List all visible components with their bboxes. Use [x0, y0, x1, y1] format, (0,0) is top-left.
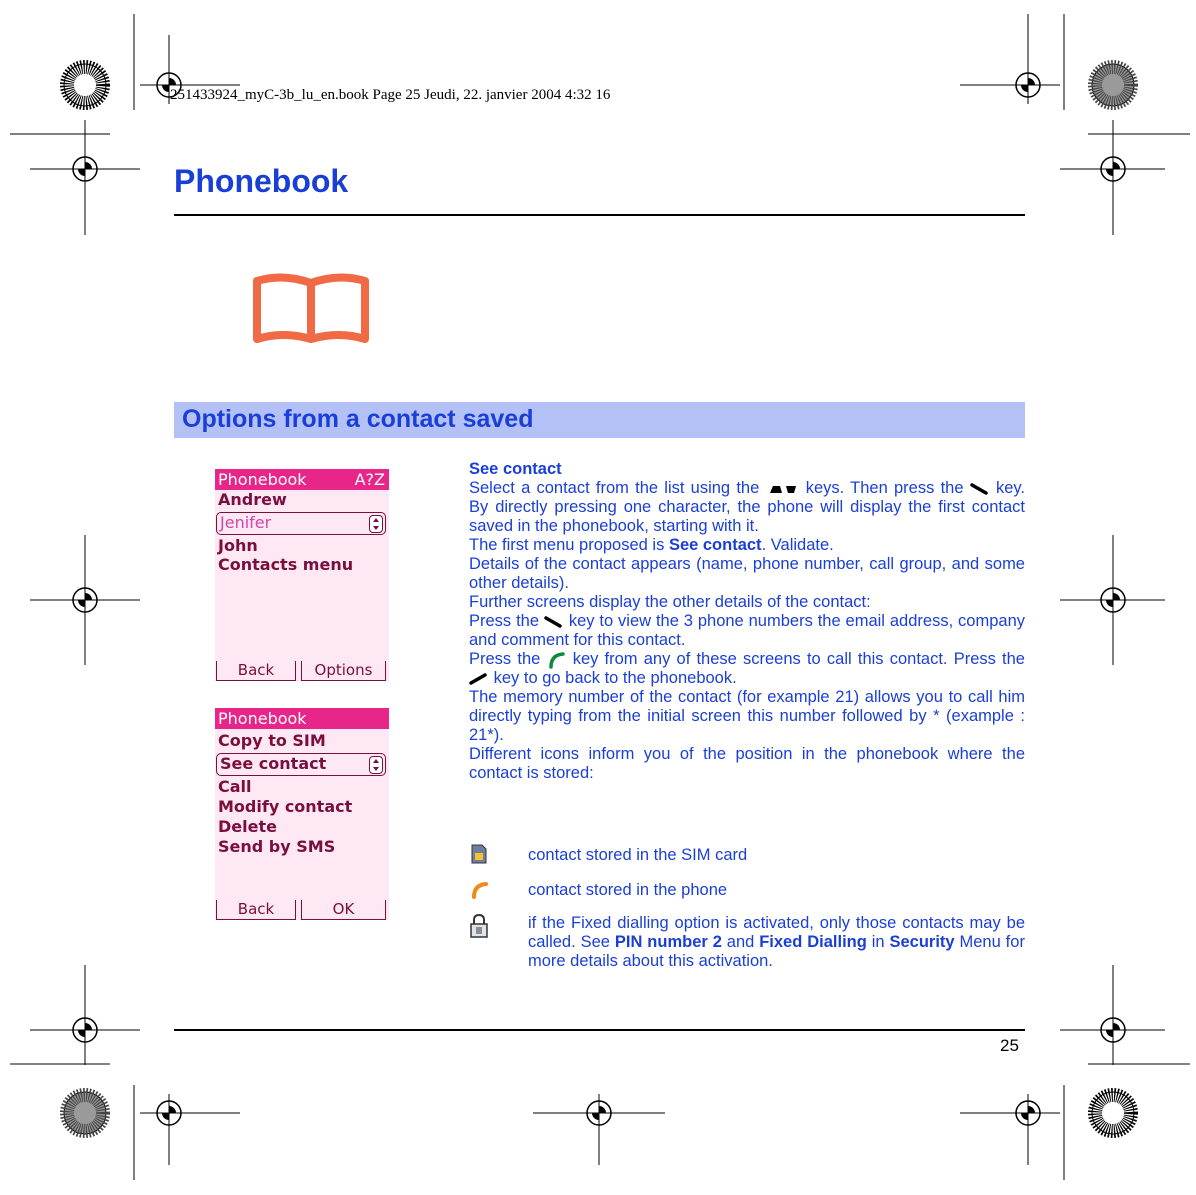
para-text: key to view the 3 phone numbers the email address, company and comment for this contact.	[469, 612, 1025, 649]
section-band	[174, 402, 1025, 438]
phone-storage-text: contact stored in the phone	[528, 881, 728, 899]
para-text: . Validate.	[761, 536, 834, 554]
fixed-dialling-text	[528, 914, 1025, 971]
phone-title-sort: A?Z	[354, 470, 385, 489]
menu-item[interactable]: Modify contact	[218, 797, 353, 816]
fixed-dialling-row	[469, 914, 1025, 974]
para-text: Press the	[469, 612, 540, 630]
para-text: Details of the contact appears (name, phone number, call group, and some other details).	[469, 555, 1025, 592]
sim-card-icon	[471, 844, 487, 864]
para-text: keys. Then press the	[805, 479, 964, 497]
menu-item[interactable]: Call	[218, 777, 252, 796]
book-icon	[253, 273, 369, 343]
nav-up-down-keys-icon	[766, 483, 800, 495]
list-item[interactable]: Andrew	[218, 490, 287, 509]
softkey-bar	[215, 660, 389, 681]
page-number: 25	[1000, 1036, 1019, 1055]
scroll-arrows-icon	[369, 756, 383, 774]
menu-item[interactable]: Delete	[218, 817, 277, 836]
list-item-selected[interactable]	[216, 512, 386, 535]
book-header-line: 251433924_myC-3b_lu_en.book Page 25 Jeudi, 22. janvier 2004 4:32 16	[170, 87, 611, 103]
para-text: key from any of these screens to call this contact. Press the	[572, 650, 1025, 668]
para-text: if the Fixed dialling option is activated, only those contacts may be called. See	[528, 914, 1025, 951]
para-text: Menu for more details about this activation.	[528, 933, 1025, 970]
softkey-bar	[215, 899, 389, 920]
phone-handset-icon	[471, 881, 489, 899]
page-title: Phonebook	[174, 163, 349, 199]
para-text: Different icons inform you of the position in the phonebook where the contact is stored:	[469, 745, 1025, 782]
list-item[interactable]: Contacts menu	[218, 555, 354, 574]
menu-item[interactable]: Copy to SIM	[218, 731, 326, 750]
list-item[interactable]: John	[218, 536, 258, 555]
para-text: Select a contact from the list using the	[469, 479, 760, 497]
lock-icon	[470, 914, 488, 938]
title-rule	[174, 214, 1025, 216]
menu-item-label: See contact	[220, 754, 327, 773]
sim-storage-text: contact stored in the SIM card	[528, 846, 748, 864]
para-bold: PIN number 2	[614, 933, 722, 951]
list-item-label: Jenifer	[220, 513, 272, 532]
options-softkey[interactable]: Options	[301, 661, 386, 681]
para-text: Further screens display the other details of the contact:	[469, 593, 871, 611]
para-bold: See contact	[668, 536, 762, 554]
menu-item-selected[interactable]	[216, 753, 386, 776]
para-text: Press the	[469, 650, 541, 668]
ok-softkey[interactable]: OK	[301, 900, 386, 920]
para-text: and	[726, 933, 755, 951]
phone-screen-title	[215, 708, 389, 729]
nav-up-key-icon	[770, 486, 782, 493]
left-softkey-icon	[469, 673, 489, 685]
back-softkey[interactable]: Back	[216, 900, 296, 920]
para-bold: Security	[889, 933, 955, 951]
para-text: in	[871, 933, 885, 951]
see-contact-description	[469, 460, 1025, 783]
section-title: Options from a contact saved	[182, 405, 534, 433]
phone-screen-contact-menu	[215, 708, 389, 920]
phone-screen-contact-list	[215, 469, 389, 681]
nav-down-key-icon	[786, 486, 796, 493]
phone-screen-title	[215, 469, 389, 490]
para-text: key. By directly pressing one character, the phone will display the first contact saved in the phonebook, starting with it.	[469, 479, 1026, 535]
right-softkey-icon	[544, 616, 564, 628]
right-softkey-icon	[970, 483, 990, 495]
menu-item[interactable]: Send by SMS	[218, 837, 336, 856]
para-bold: Fixed Dialling	[759, 933, 867, 951]
scroll-arrows-icon	[369, 515, 383, 533]
back-softkey[interactable]: Back	[216, 661, 296, 681]
para-text: The first menu proposed is	[469, 536, 665, 554]
call-key-icon	[547, 651, 567, 669]
subsection-heading: See contact	[469, 460, 562, 478]
para-text: The memory number of the contact (for example 21) allows you to call him directly typing from the initial screen this number followed by * (example : 21*).	[469, 688, 1025, 744]
footer-rule	[174, 1029, 1025, 1031]
phone-title-label: Phonebook	[218, 470, 307, 489]
para-text: key to go back to the phonebook.	[493, 669, 737, 687]
phone-title-label: Phonebook	[218, 709, 307, 728]
